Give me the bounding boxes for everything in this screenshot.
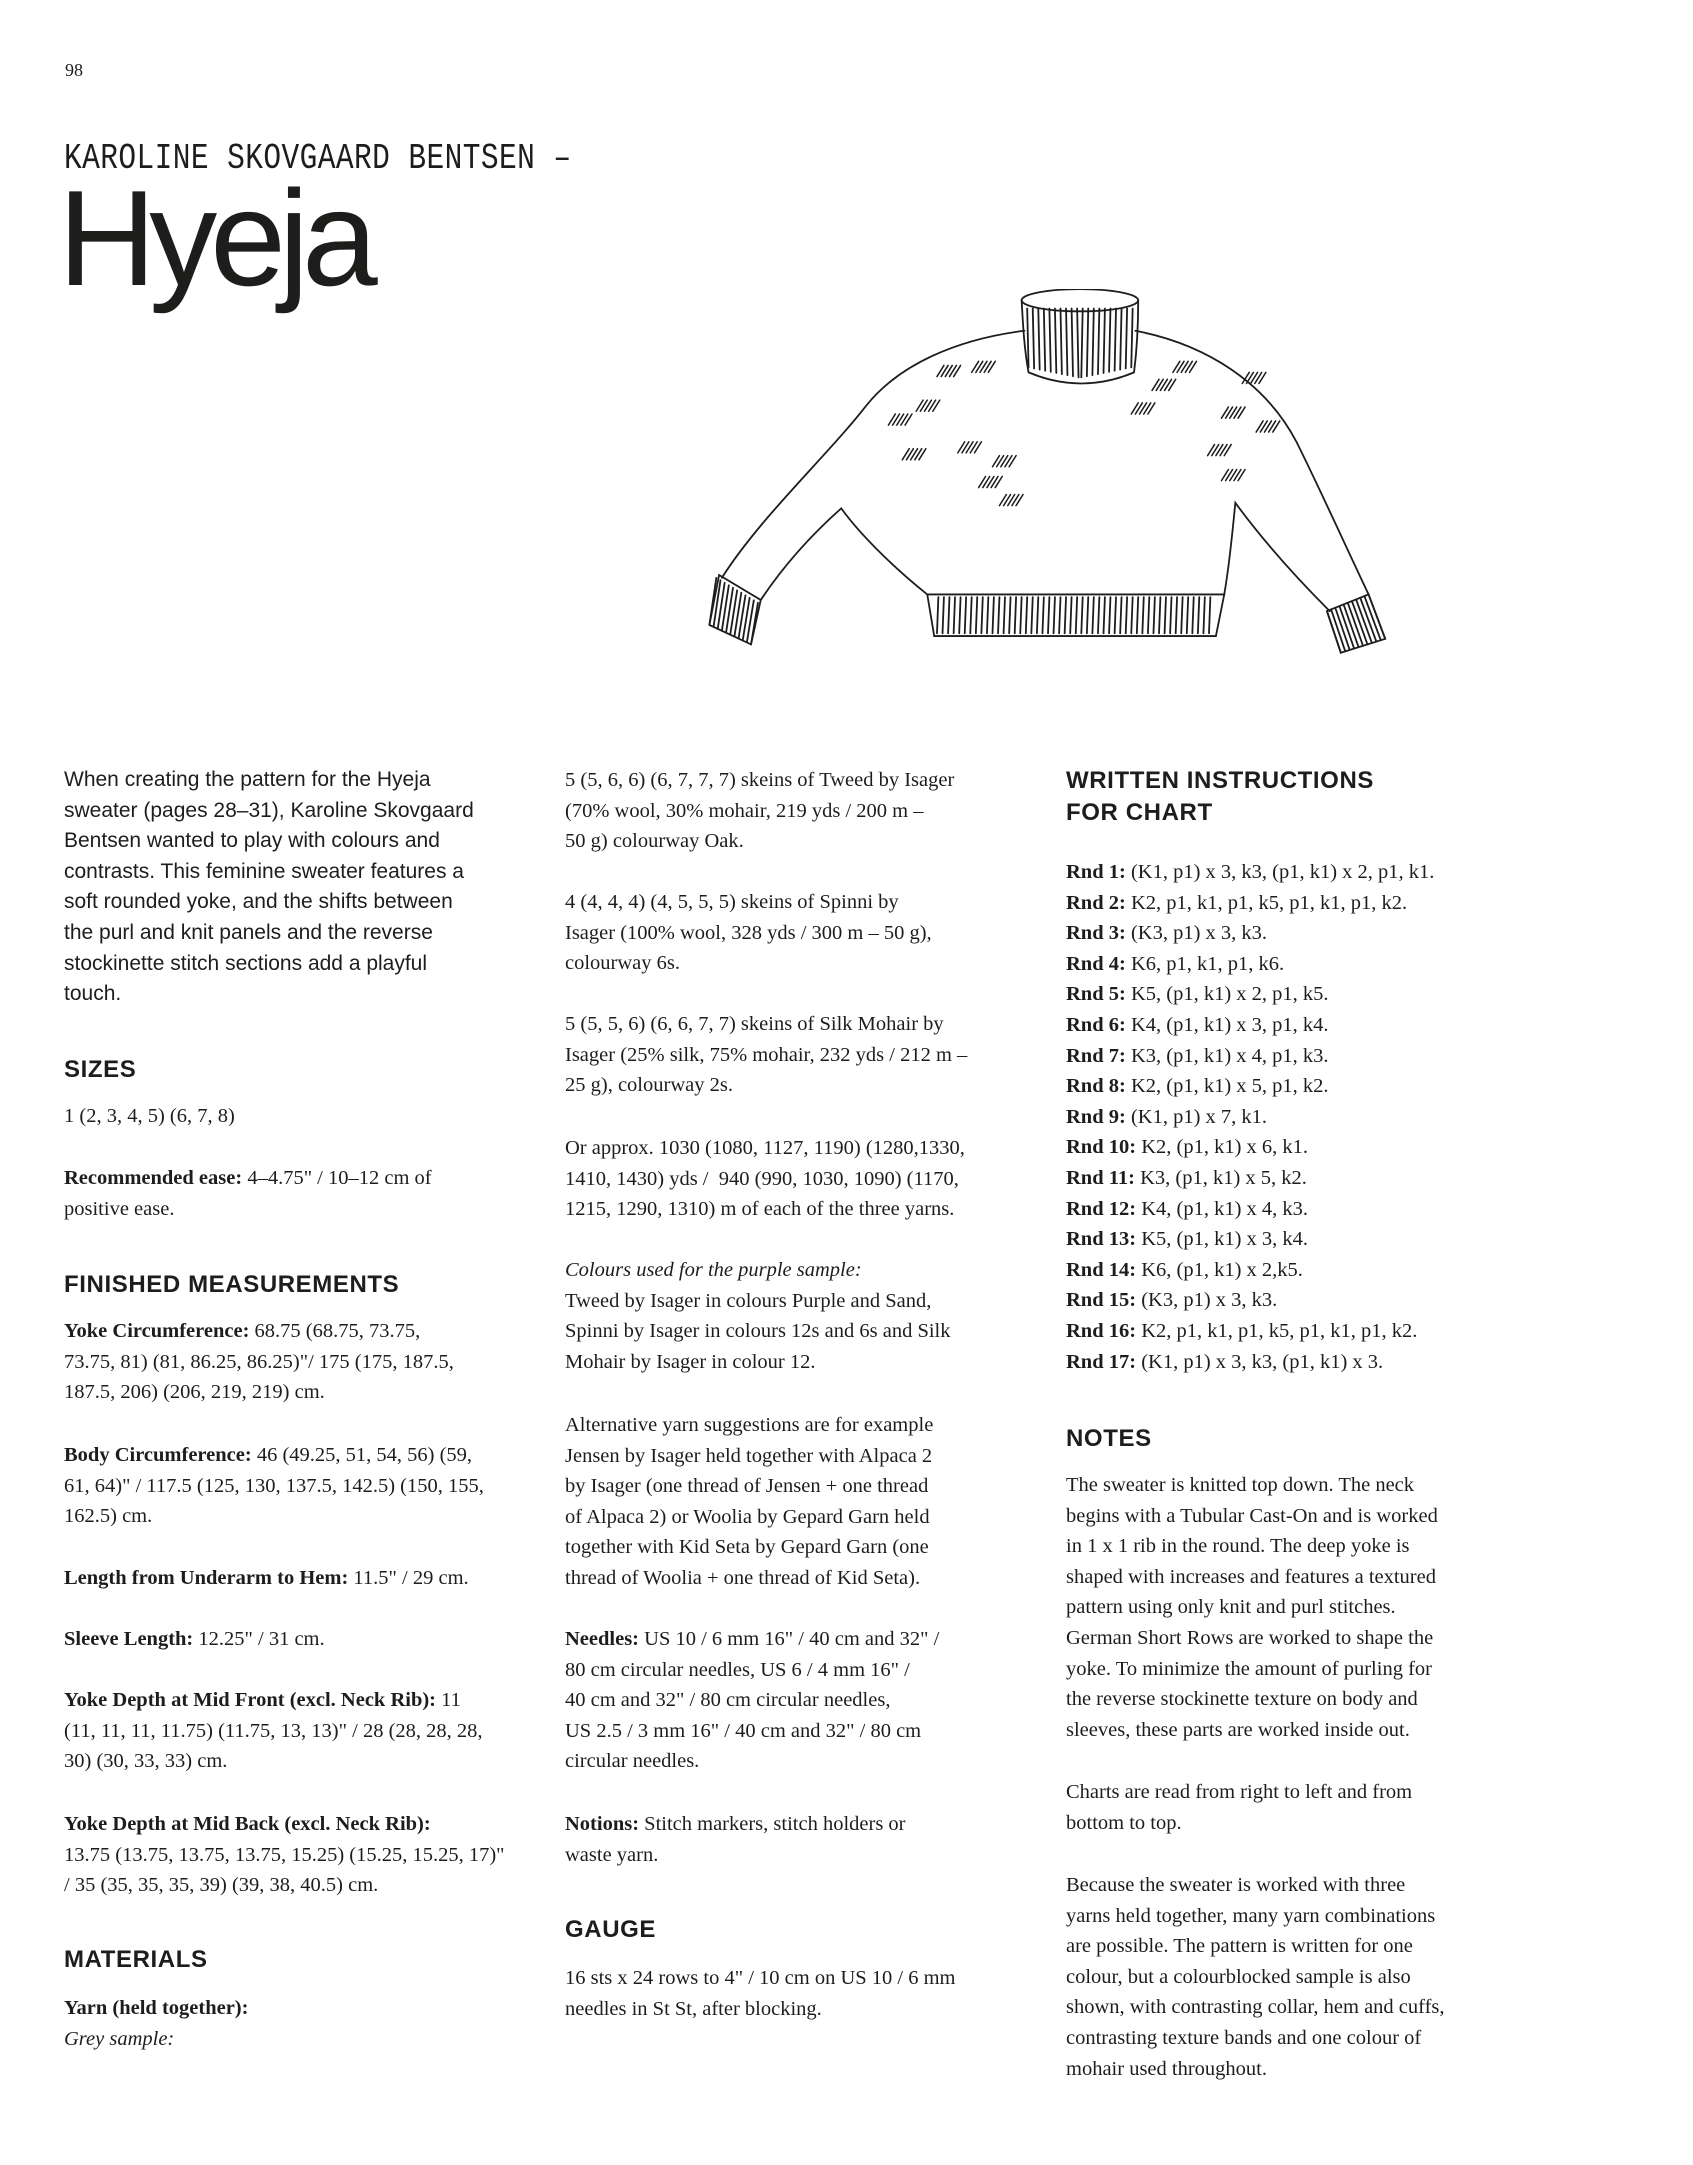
round-text: K3, (p1, k1) x 5, k2.	[1134, 1166, 1307, 1189]
round-text: (K1, p1) x 3, k3, (p1, k1) x 2, p1, k1.	[1125, 861, 1435, 883]
hem-rib-line	[1159, 597, 1160, 633]
purple-sample-label: Colours used for the purple sample:	[565, 1259, 862, 1281]
measurement-label: Length from Underarm to Hem:	[64, 1567, 349, 1589]
round-instruction	[1066, 1071, 1434, 1102]
sweater-illustration	[708, 289, 1388, 657]
intro-paragraph: When creating the pattern for the Hyeja sweater (pages 28–31), Karoline Skovgaard Bentsen wanted to play with colours and contrasts. This feminine sweater features a soft rounded yoke, and the shifts between the purl and knit panels and the reverse stockinette stitch sections add a playful touch.	[64, 768, 474, 1006]
round-label: Rnd 4:	[1066, 952, 1126, 975]
gauge-heading: GAUGE	[565, 1916, 657, 1943]
hem-rib-line	[1070, 597, 1071, 633]
hem-rib-line	[1004, 597, 1005, 633]
hem-rib-line	[1170, 597, 1171, 633]
round-instruction	[1066, 1194, 1434, 1225]
hem-rib-line	[1020, 597, 1021, 633]
rib-lines	[709, 309, 1385, 653]
round-label: Rnd 6:	[1066, 1013, 1126, 1036]
hem-rib-line	[1076, 597, 1077, 633]
round-instruction	[1066, 888, 1434, 919]
collar-rib-line	[1109, 309, 1110, 372]
notions-text: Stitch markers, stitch holders or waste yarn.	[565, 1813, 906, 1866]
measurement-yoke-circumference	[64, 1316, 454, 1408]
notes-paragraph: The sweater is knitted top down. The neck begins with a Tubular Cast-On and is worked in 1 x 1 rib in the round. The deep yoke is shaped with increases and features a textured pattern using only knit and purl stitches. German Short Rows are worked to shape the yoke. To minimize the amount of purling for the reverse stockinette texture on body and sleeves, these parts are worked inside out.	[1066, 1474, 1438, 1741]
yarn-approx-yardage: Or approx. 1030 (1080, 1127, 1190) (1280,1330, 1410, 1430) yds / 940 (990, 1030, 1090) (1170, 1215, 1290, 1310) m of each of the three yarns.	[565, 1137, 965, 1221]
measurement-sleeve-length	[64, 1624, 325, 1655]
needles-label: Needles:	[565, 1628, 640, 1650]
hem-rib-line	[1104, 597, 1105, 633]
hem-rib-line	[1148, 597, 1149, 633]
measurement-yoke-depth-front	[64, 1685, 483, 1777]
sweater-outline	[709, 289, 1385, 653]
hem-rib-line	[1009, 597, 1010, 633]
round-text: (K1, p1) x 3, k3, (p1, k1) x 3.	[1136, 1350, 1384, 1373]
yarn-label	[64, 1993, 248, 2054]
measurement-label: Yoke Depth at Mid Front (excl. Neck Rib):	[64, 1689, 436, 1711]
round-text: K2, (p1, k1) x 6, k1.	[1136, 1136, 1309, 1159]
collar-rib-line	[1081, 309, 1082, 378]
round-instruction	[1066, 1102, 1434, 1133]
round-text: K2, p1, k1, p1, k5, p1, k1, p1, k2.	[1125, 891, 1408, 914]
collar-rib-line	[1098, 309, 1099, 375]
yarn-silk-mohair: 5 (5, 5, 6) (6, 6, 7, 7) skeins of Silk Mohair by Isager (25% silk, 75% mohair, 232 yds / 212 m – 25 g), colourway 2s.	[565, 1013, 968, 1097]
hem-rib-line	[1131, 597, 1132, 633]
hem-rib-line	[965, 597, 966, 633]
round-instruction	[1066, 1255, 1434, 1286]
hem-rib-line	[959, 597, 960, 633]
needles-text: US 10 / 6 mm 16" / 40 cm and 32" / 80 cm circular needles, US 6 / 4 mm 16" / 40 cm and 32" / 80 cm circular needles, US 2.5 / 3 mm 16" / 40 cm and 32" / 80 cm circular needles.	[565, 1628, 940, 1773]
collar-rib-line	[1126, 309, 1127, 369]
round-label: Rnd 17:	[1066, 1350, 1137, 1373]
hem-rib-line	[1187, 597, 1188, 633]
needles	[565, 1624, 939, 1777]
alternative-yarns: Alternative yarn suggestions are for example Jensen by Isager held together with Alpaca 2 by Isager (one thread of Jensen + one thread of Alpaca 2) or Woolia by Gepard Garn held together with Kid Seta by Gepard Garn (one thread of Woolia + one thread of Kid Seta).	[565, 1414, 934, 1589]
hem-rib-line	[1142, 597, 1143, 633]
round-text: K2, (p1, k1) x 5, p1, k2.	[1125, 1075, 1329, 1098]
measurement-value: 11.5" / 29 cm.	[348, 1567, 469, 1589]
round-text: K6, (p1, k1) x 2,k5.	[1136, 1258, 1303, 1281]
collar-rib-line	[1044, 309, 1045, 371]
purple-sample-text: Tweed by Isager in colours Purple and Sand, Spinni by Isager in colours 12s and 6s and Silk Mohair by Isager in colour 12.	[565, 1289, 951, 1373]
round-instruction	[1066, 1163, 1434, 1194]
measurement-value: 68.75 (68.75, 73.75, 73.75, 81) (81, 86.25, 86.25)"/ 175 (175, 187.5, 187.5, 206) (206, 219, 219) cm.	[64, 1320, 454, 1404]
pattern-title: Hyeja	[58, 162, 371, 314]
round-text: (K3, p1) x 3, k3.	[1125, 922, 1268, 945]
collar-rib-line	[1049, 309, 1050, 372]
hem-rib-line	[1153, 597, 1154, 633]
round-text: K5, (p1, k1) x 3, k4.	[1136, 1228, 1309, 1251]
notes-heading: NOTES	[1066, 1425, 1152, 1452]
round-label: Rnd 5:	[1066, 983, 1126, 1006]
sizes-values: 1 (2, 3, 4, 5) (6, 7, 8)	[64, 1105, 235, 1127]
collar-rib-line	[1104, 309, 1105, 373]
round-text: (K1, p1) x 7, k1.	[1125, 1105, 1268, 1128]
measurement-body-circumference	[64, 1440, 484, 1532]
collar-rib-line	[1115, 309, 1116, 371]
round-instruction	[1066, 1132, 1434, 1163]
round-text: K5, (p1, k1) x 2, p1, k5.	[1125, 983, 1329, 1006]
round-instruction	[1066, 1316, 1434, 1347]
measurement-label: Yoke Depth at Mid Back (excl. Neck Rib):	[64, 1813, 431, 1835]
measurement-value: 11 (11, 11, 11, 11.75) (11.75, 13, 13)" / 28 (28, 28, 28, 30) (30, 33, 33) cm.	[64, 1689, 483, 1773]
hem-rib-line	[954, 597, 955, 633]
hem-rib-line	[1059, 597, 1060, 633]
measurement-value: 13.75 (13.75, 13.75, 13.75, 15.25) (15.25, 15.25, 17)" / 35 (35, 35, 35, 39) (39, 38, 40.5) cm.	[64, 1843, 505, 1897]
page-number: 98	[65, 60, 83, 80]
hem-rib-line	[1031, 597, 1032, 633]
round-label: Rnd 14:	[1066, 1258, 1137, 1281]
round-instruction	[1066, 1224, 1434, 1255]
hem-rib-line	[1126, 597, 1127, 633]
hem-rib-line	[1203, 597, 1204, 633]
round-text: K6, p1, k1, p1, k6.	[1125, 952, 1285, 975]
round-text: K4, (p1, k1) x 3, p1, k4.	[1125, 1013, 1329, 1036]
round-label: Rnd 15:	[1066, 1289, 1137, 1312]
round-instruction	[1066, 1010, 1434, 1041]
hem-rib-line	[998, 597, 999, 633]
collar-rib-line	[1033, 309, 1034, 369]
measurement-label: Yoke Circumference:	[64, 1320, 250, 1342]
notions-label: Notions:	[565, 1813, 640, 1835]
round-instruction	[1066, 918, 1434, 949]
hem-rib-line	[1065, 597, 1066, 633]
measurement-label: Body Circumference:	[64, 1444, 252, 1466]
recommended-ease	[64, 1163, 432, 1224]
round-label: Rnd 16:	[1066, 1319, 1137, 1342]
round-instructions-list	[1066, 857, 1434, 1377]
round-instruction	[1066, 1041, 1434, 1072]
hem-rib-line	[1115, 597, 1116, 633]
hem-rib-line	[1137, 597, 1138, 633]
round-label: Rnd 12:	[1066, 1197, 1137, 1220]
materials-heading: MATERIALS	[64, 1946, 208, 1973]
collar-rib-line	[1027, 309, 1028, 368]
sizes-heading: SIZES	[64, 1056, 137, 1083]
round-label: Rnd 1:	[1066, 861, 1126, 883]
hem-rib-line	[1209, 597, 1210, 633]
round-text: K2, p1, k1, p1, k5, p1, k1, p1, k2.	[1136, 1319, 1418, 1342]
hem-rib-line	[981, 597, 982, 633]
hem-rib-line	[1165, 597, 1166, 633]
round-label: Rnd 8:	[1066, 1075, 1126, 1098]
round-instruction	[1066, 979, 1434, 1010]
yarn-spinni: 4 (4, 4, 4) (4, 5, 5, 5) skeins of Spinni by Isager (100% wool, 328 yds / 300 m – 50 g), colourway 6s.	[565, 891, 932, 975]
finished-measurements-heading: FINISHED MEASUREMENTS	[64, 1271, 400, 1298]
hem-rib-line	[1048, 597, 1049, 633]
ease-text: 4–4.75" / 10–12 cm of positive ease.	[64, 1167, 432, 1220]
hem-rib-line	[987, 597, 988, 633]
designer-name: KAROLINE SKOVGAARD BENTSEN –	[64, 138, 572, 179]
measurement-yoke-depth-back	[64, 1809, 505, 1901]
hem-rib-line	[1015, 597, 1016, 633]
hem-rib-line	[1092, 597, 1093, 633]
collar-rib-line	[1120, 309, 1121, 370]
round-label: Rnd 7:	[1066, 1044, 1126, 1067]
round-text: K3, (p1, k1) x 4, p1, k3.	[1125, 1044, 1329, 1067]
ease-label: Recommended ease:	[64, 1167, 243, 1189]
collar-rib-line	[1072, 309, 1073, 377]
measurement-label: Sleeve Length:	[64, 1628, 194, 1650]
collar-rib-line	[1060, 309, 1061, 375]
hem-rib-line	[992, 597, 993, 633]
hem-rib-line	[1026, 597, 1027, 633]
round-label: Rnd 10:	[1066, 1136, 1137, 1159]
purple-sample	[565, 1255, 951, 1377]
notions	[565, 1809, 906, 1870]
round-instruction	[1066, 1347, 1434, 1378]
hem-rib-line	[1037, 597, 1038, 633]
hem-rib-line	[948, 597, 949, 633]
collar-rib-line	[1055, 309, 1056, 373]
collar-rib-line	[1087, 309, 1088, 377]
notes-paragraph: Charts are read from right to left and from bottom to top.	[1066, 1781, 1413, 1834]
yarn-held-together-label: Yarn (held together):	[64, 1997, 249, 2019]
hem-rib-line	[937, 597, 938, 633]
round-label: Rnd 9:	[1066, 1105, 1126, 1128]
round-text: K4, (p1, k1) x 4, k3.	[1136, 1197, 1309, 1220]
hem-rib-line	[1181, 597, 1182, 633]
round-label: Rnd 2:	[1066, 891, 1126, 914]
notes-paragraph: Because the sweater is worked with three yarns held together, many yarn combinations are possible. The pattern is written for one colour, but a colourblocked sample is also shown, with contrasting collar, hem and cuffs, contrasting texture bands and one colour of mohair used throughout.	[1066, 1874, 1445, 2080]
round-label: Rnd 3:	[1066, 922, 1126, 945]
measurement-value: 12.25" / 31 cm.	[193, 1628, 325, 1650]
hem-rib-line	[1081, 597, 1082, 633]
hem-rib-line	[1120, 597, 1121, 633]
hem-rib-line	[1054, 597, 1055, 633]
hem-rib-line	[1109, 597, 1110, 633]
round-label: Rnd 11:	[1066, 1166, 1135, 1189]
collar-rib-line	[1092, 309, 1093, 376]
hem-rib-line	[943, 597, 944, 633]
round-instruction	[1066, 857, 1434, 888]
round-label: Rnd 13:	[1066, 1228, 1137, 1251]
round-text: (K3, p1) x 3, k3.	[1136, 1289, 1278, 1312]
chart-instructions-heading: WRITTEN INSTRUCTIONS FOR CHART	[1066, 767, 1374, 826]
collar-rib-line	[1131, 309, 1132, 368]
gauge-text: 16 sts x 24 rows to 4" / 10 cm on US 10 / 6 mm needles in St St, after blocking.	[565, 1967, 956, 2020]
measurement-value: 46 (49.25, 51, 54, 56) (59, 61, 64)" / 117.5 (125, 130, 137.5, 142.5) (150, 155, 162.5) cm.	[64, 1444, 484, 1528]
grey-sample-label: Grey sample:	[64, 2027, 175, 2050]
hem-rib-line	[1087, 597, 1088, 633]
round-instruction	[1066, 1285, 1434, 1316]
hem-rib-line	[970, 597, 971, 633]
hem-rib-line	[1176, 597, 1177, 633]
hem-rib-line	[1042, 597, 1043, 633]
hem-rib-line	[976, 597, 977, 633]
yarn-tweed: 5 (5, 6, 6) (6, 7, 7, 7) skeins of Tweed by Isager (70% wool, 30% mohair, 219 yds / 200 m – 50 g) colourway Oak.	[565, 769, 955, 853]
hem-rib-line	[1192, 597, 1193, 633]
hem-rib-line	[1098, 597, 1099, 633]
collar-rib-line	[1066, 309, 1067, 376]
measurement-length	[64, 1563, 469, 1594]
round-instruction	[1066, 949, 1434, 980]
hem-rib-line	[1198, 597, 1199, 633]
collar-rib-line	[1077, 309, 1078, 378]
collar-rib-line	[1038, 309, 1039, 370]
